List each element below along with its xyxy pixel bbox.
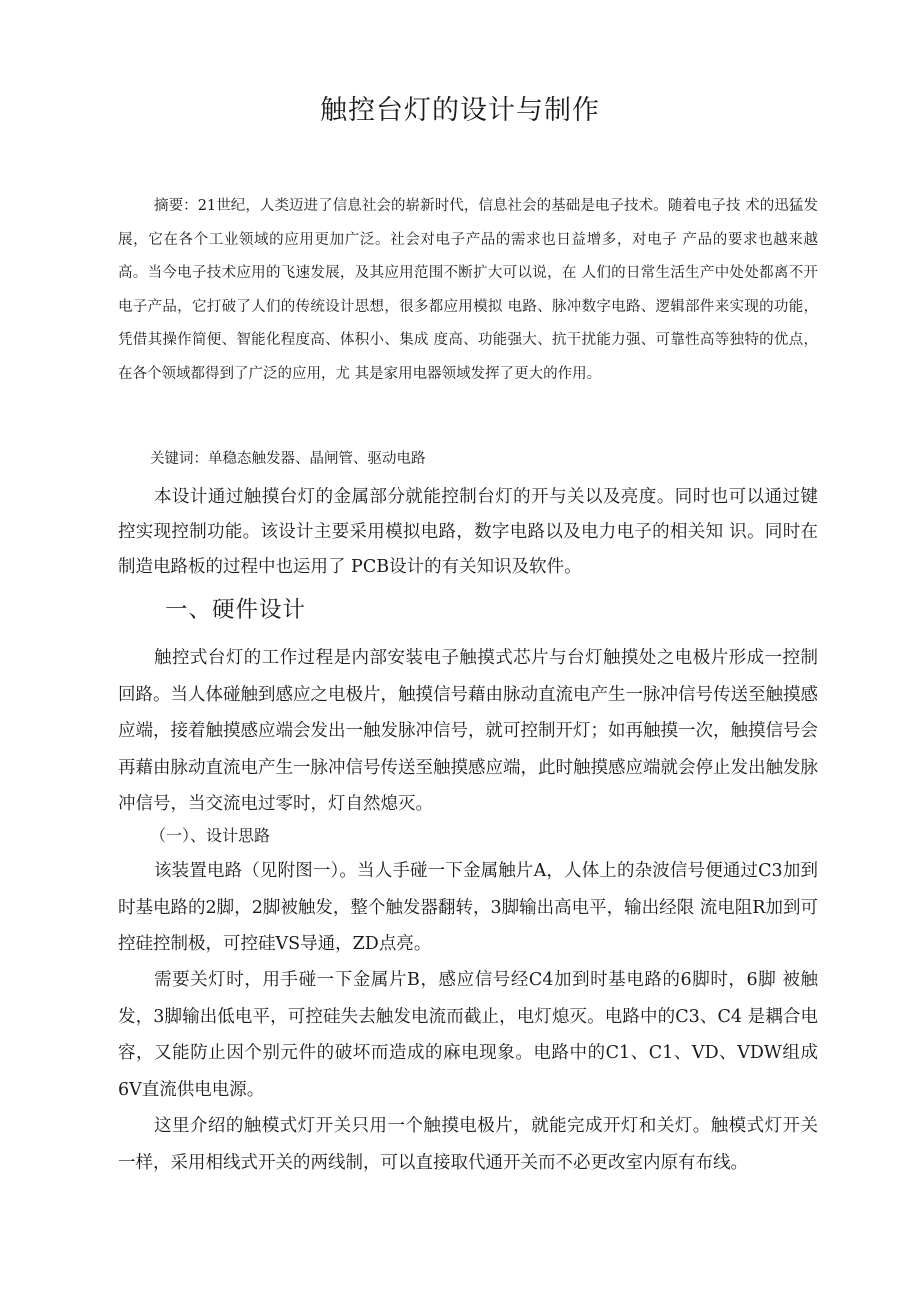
hardware-design-paragraph: 触控式台灯的工作过程是内部安装电子触摸式芯片与台灯触摸处之电极片形成一控制回路。当人体碰触到感应之电极片，触摸信号藉由脉动直流电产生一脉冲信号传送至触摸感应端，接着触摸感应端会发出一触发脉冲信号，就可控制开灯；如再触摸一次，触摸信号会再藉由脉动直流电产生一脉冲信号传送至触摸感应端，此时触摸感应端就会停止发出触发脉冲信号，当交流电过零时，灯自然熄灭。 — [118, 648, 818, 814]
design-idea-paragraph-3: 这里介绍的触模式灯开关只用一个触摸电极片，就能完成开灯和关灯。触模式灯开关一样，采用相线式开关的两线制，可以直接取代通开关而不必更改室内原有布线。 — [118, 1116, 818, 1173]
keywords-line: 关键词：单稳态触发器、晶闸管、驱动电路 — [150, 451, 426, 467]
subsection-heading-design-idea: （一）、设计思路 — [150, 826, 271, 845]
design-idea-paragraph-2: 需要关灯时，用手碰一下金属片B，感应信号经C4加到时基电路的6脚时，6脚 被触发，3脚输出低电平，可控硅失去触发电流而截止，电灯熄灭。电路中的C3、C4 是耦合电容，又能防止因个别元件的破坏而造成的麻电现象。电路中的C1、C1、VD、VDW组成6V直流供电电源。 — [118, 970, 818, 1100]
abstract-paragraph: 摘要：21世纪，人类迈进了信息社会的崭新时代，信息社会的基础是电子技术。随着电子技 术的迅猛发展，它在各个工业领域的应用更加广泛。社会对电子产品的需求也日益增多，对电子 产品的要求也越来越高。当今电子技术应用的飞速发展，及其应用范围不断扩大可以说，在 人们的日常生活生产中处处都离不开电子产品，它打破了人们的传统设计思想，很多都应用模拟 电路、脉冲数字电路、逻辑部件来实现的功能，凭借其操作简便、智能化程度高、体积小、集成 度高、功能强大、抗干扰能力强、可靠性高等独特的优点，在各个领域都得到了广泛的应用，尤 其是家用电器领域发挥了更大的作用。 — [118, 198, 818, 382]
section-heading-hardware-design: 一、硬件设计 — [165, 597, 307, 623]
intro-paragraph: 本设计通过触摸台灯的金属部分就能控制台灯的开与关以及亮度。同时也可以通过键控实现控制功能。该设计主要采用模拟电路，数字电路以及电力电子的相关知 识。同时在制造电路板的过程中也运用了 PCB设计的有关知识及软件。 — [118, 487, 818, 577]
design-idea-paragraph-1: 该装置电路（见附图一）。当人手碰一下金属触片A，人体上的杂波信号便通过C3加到时基电路的2脚，2脚被触发，整个触发器翻转，3脚输出高电平，输出经限 流电阻R加到可控硅控制极，可控硅VS导通，ZD点亮。 — [118, 861, 818, 954]
document-title: 触控台灯的设计与制作 — [320, 95, 600, 126]
